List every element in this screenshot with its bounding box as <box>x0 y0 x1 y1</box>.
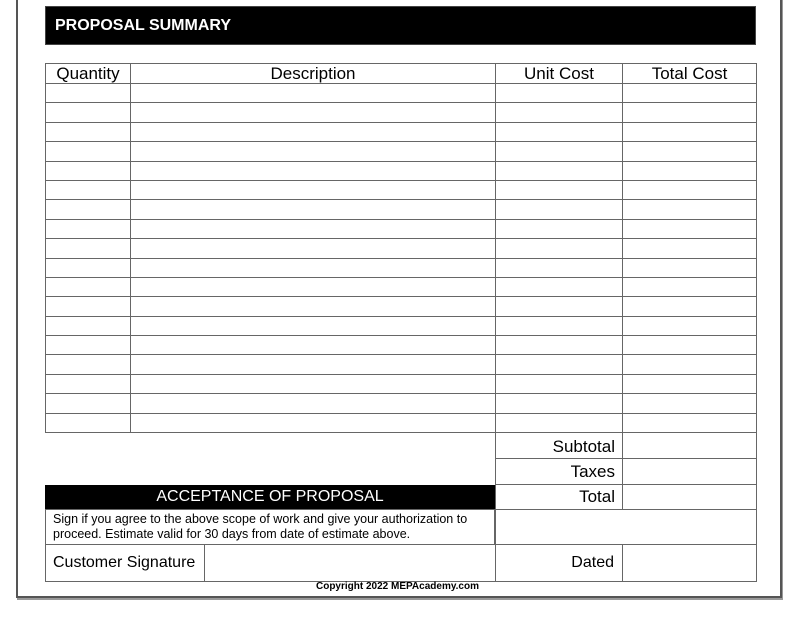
total-cost-cell[interactable] <box>622 122 757 142</box>
total-label: Total <box>495 484 623 510</box>
dated-field[interactable] <box>622 544 757 582</box>
quantity-cell[interactable] <box>45 122 131 142</box>
unit-cost-cell[interactable] <box>495 413 623 433</box>
description-cell[interactable] <box>130 122 496 142</box>
quantity-cell[interactable] <box>45 141 131 162</box>
unit-cost-cell[interactable] <box>495 238 623 259</box>
unit-cost-cell[interactable] <box>495 335 623 355</box>
quantity-cell[interactable] <box>45 393 131 414</box>
taxes-field[interactable] <box>622 458 757 485</box>
quantity-cell[interactable] <box>45 102 131 123</box>
description-cell[interactable] <box>130 238 496 259</box>
total-cost-cell[interactable] <box>622 161 757 181</box>
acceptance-heading: ACCEPTANCE OF PROPOSAL <box>45 485 495 509</box>
total-cost-cell[interactable] <box>622 316 757 336</box>
header-quantity: Quantity <box>45 63 131 84</box>
total-cost-cell[interactable] <box>622 238 757 259</box>
unit-cost-cell[interactable] <box>495 122 623 142</box>
description-cell[interactable] <box>130 354 496 375</box>
acceptance-note: Sign if you agree to the above scope of work and give your authorization to proceed. Estimate valid for 30 days from date of estimate above. <box>45 509 495 545</box>
header-unit-cost: Unit Cost <box>495 63 623 84</box>
description-cell[interactable] <box>130 296 496 317</box>
unit-cost-cell[interactable] <box>495 316 623 336</box>
unit-cost-cell[interactable] <box>495 354 623 375</box>
total-cost-cell[interactable] <box>622 413 757 433</box>
description-cell[interactable] <box>130 102 496 123</box>
total-field[interactable] <box>622 484 757 510</box>
description-cell[interactable] <box>130 413 496 433</box>
total-cost-cell[interactable] <box>622 83 757 103</box>
total-cost-cell[interactable] <box>622 102 757 123</box>
description-cell[interactable] <box>130 393 496 414</box>
total-cost-cell[interactable] <box>622 296 757 317</box>
quantity-cell[interactable] <box>45 413 131 433</box>
unit-cost-cell[interactable] <box>495 296 623 317</box>
quantity-cell[interactable] <box>45 258 131 278</box>
description-cell[interactable] <box>130 141 496 162</box>
total-cost-cell[interactable] <box>622 374 757 394</box>
subtotal-field[interactable] <box>622 432 757 459</box>
copyright: Copyright 2022 MEPAcademy.com <box>315 581 479 592</box>
description-cell[interactable] <box>130 199 496 220</box>
total-cost-cell[interactable] <box>622 199 757 220</box>
quantity-cell[interactable] <box>45 296 131 317</box>
unit-cost-cell[interactable] <box>495 102 623 123</box>
quantity-cell[interactable] <box>45 374 131 394</box>
quantity-cell[interactable] <box>45 161 131 181</box>
description-cell[interactable] <box>130 277 496 297</box>
unit-cost-cell[interactable] <box>495 393 623 414</box>
quantity-cell[interactable] <box>45 219 131 239</box>
description-cell[interactable] <box>130 374 496 394</box>
description-cell[interactable] <box>130 316 496 336</box>
unit-cost-cell[interactable] <box>495 161 623 181</box>
customer-signature-field[interactable] <box>204 544 496 582</box>
quantity-cell[interactable] <box>45 277 131 297</box>
page-title: PROPOSAL SUMMARY <box>45 6 756 45</box>
total-cost-cell[interactable] <box>622 219 757 239</box>
total-cost-cell[interactable] <box>622 393 757 414</box>
quantity-cell[interactable] <box>45 180 131 200</box>
description-cell[interactable] <box>130 258 496 278</box>
total-cost-cell[interactable] <box>622 277 757 297</box>
unit-cost-cell[interactable] <box>495 219 623 239</box>
description-cell[interactable] <box>130 161 496 181</box>
total-cost-cell[interactable] <box>622 354 757 375</box>
total-cost-cell[interactable] <box>622 258 757 278</box>
dated-label: Dated <box>495 544 623 582</box>
description-cell[interactable] <box>130 180 496 200</box>
header-description: Description <box>130 63 496 84</box>
unit-cost-cell[interactable] <box>495 180 623 200</box>
total-cost-cell[interactable] <box>622 180 757 200</box>
header-total-cost: Total Cost <box>622 63 757 84</box>
quantity-cell[interactable] <box>45 316 131 336</box>
unit-cost-cell[interactable] <box>495 199 623 220</box>
quantity-cell[interactable] <box>45 354 131 375</box>
description-cell[interactable] <box>130 83 496 103</box>
quantity-cell[interactable] <box>45 83 131 103</box>
quantity-cell[interactable] <box>45 199 131 220</box>
acceptance-blank <box>495 509 757 545</box>
subtotal-label: Subtotal <box>495 432 623 459</box>
description-cell[interactable] <box>130 335 496 355</box>
unit-cost-cell[interactable] <box>495 277 623 297</box>
taxes-label: Taxes <box>495 458 623 485</box>
total-cost-cell[interactable] <box>622 141 757 162</box>
total-cost-cell[interactable] <box>622 335 757 355</box>
unit-cost-cell[interactable] <box>495 374 623 394</box>
customer-signature-label: Customer Signature <box>45 544 205 582</box>
unit-cost-cell[interactable] <box>495 141 623 162</box>
description-cell[interactable] <box>130 219 496 239</box>
unit-cost-cell[interactable] <box>495 258 623 278</box>
quantity-cell[interactable] <box>45 335 131 355</box>
unit-cost-cell[interactable] <box>495 83 623 103</box>
quantity-cell[interactable] <box>45 238 131 259</box>
